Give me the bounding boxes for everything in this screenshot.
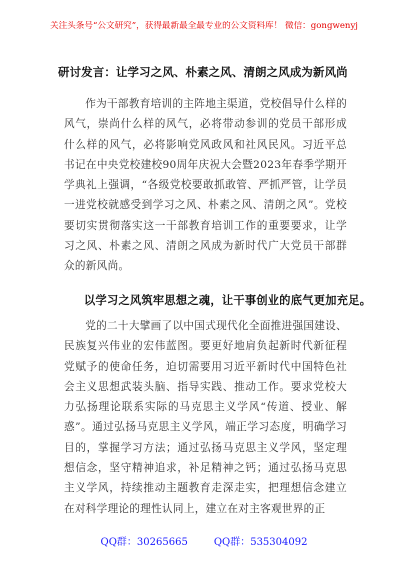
qq-group-2: QQ群：535304092 [213, 537, 308, 548]
body-section-2 [64, 316, 347, 519]
promo-banner: 关注头条号“公文研究”，获得最新最全最专业的公文资料库！ 微信：gongwenyj [50, 21, 358, 31]
footer-contacts [0, 537, 408, 549]
paragraph: 党的二十大擘画了以中国式现代化全面推进强国建设、民族复兴伟业的宏伟蓝图。要更好地肩负起新时代新征程党赋予的使命任务，迫切需要用习近平新时代中国特色社会主义思想武装头脑、指导实践、推动工作。要求党校大力弘扬理论联系实际的马克思主义学风“传道、授业、解惑”。通过弘扬马克思主义学风，端正学习态度，明确学习目的，掌握学习方法；通过弘扬马克思主义学风，坚定理想信念，坚守精神追求，补足精神之钙；通过弘扬马克思主义学风，持续推动主题教育走深走实，把理想信念建立在对科学理论的理性认同上，建立在对主客观世界的正 [64, 320, 347, 515]
section-subheading: 以学习之风筑牢思想之魂，让干事创业的底气更加充足。 [84, 293, 372, 307]
qq-group-1: QQ群：30265665 [100, 537, 188, 548]
body-section-1 [64, 94, 347, 277]
document-title: 研讨发言：让学习之风、朴素之风、清朗之风成为新风尚 [58, 65, 348, 79]
paragraph: 作为干部教育培训的主阵地主渠道，党校倡导什么样的风气，崇尚什么样的风气，必将带动参训的党员干部形成什么样的风气，必将影响党风政风和社风民风。习近平总书记在中央党校建校90周年庆祝大会暨2023年春季学期开学典礼上强调，“各级党校要敢抓敢管、严抓严管，让学员一进党校就感受到学习之风、朴素之风、清朗之风”。党校要切实贯彻落实这一干部教育培训工作的重要要求，让学习之风、朴素之风、清朗之风成为新时代广大党员干部群众的新风尚。 [64, 98, 347, 273]
